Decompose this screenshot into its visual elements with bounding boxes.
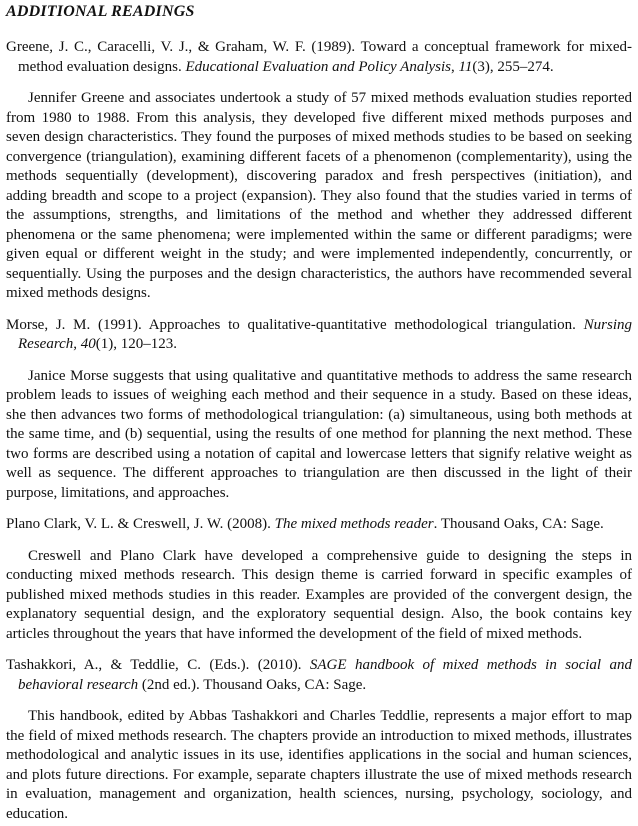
citation-sep: ,	[451, 58, 459, 75]
annotation: This handbook, edited by Abbas Tashakkori and Charles Teddlie, represents a major effort to map the field of mixed methods research. The chapters provide an introduction to mixed methods, illustrates methodological and analytic issues in its use, identifies applications in the social and human sciences, and plots future directions. For example, separate chapters illustrate the use of mixed methods research in evaluation, management and organization, health sciences, nursing, psychology, sociology, and education.	[6, 708, 632, 822]
reading-entry-plano-clark	[6, 515, 632, 644]
citation	[6, 316, 632, 355]
citation	[6, 515, 632, 535]
citation-text: Plano Clark, V. L. & Creswell, J. W. (2008).	[6, 516, 275, 532]
citation	[6, 656, 632, 695]
reading-entry-greene	[6, 38, 632, 304]
citation-text: Morse, J. M. (1991). Approaches to qualitative-quantitative methodological triangulation.	[6, 316, 584, 333]
citation-book-title: The mixed methods reader	[274, 516, 434, 532]
citation	[6, 38, 632, 77]
citation-publisher: . Thousand Oaks, CA: Sage.	[433, 516, 604, 532]
reading-entry-tashakkori	[6, 656, 632, 824]
citation-publisher: (2nd ed.). Thousand Oaks, CA: Sage.	[138, 676, 367, 693]
citation-volume: 11	[458, 58, 473, 75]
citation-journal: Educational Evaluation and Policy Analysis	[185, 58, 451, 75]
citation-book-title: SAGE handbook of mixed methods in social and behavioral research	[18, 657, 632, 693]
citation-text: Tashakkori, A., & Teddlie, C. (Eds.). (2010).	[6, 657, 310, 673]
citation-volume: 40	[80, 336, 96, 352]
citation-pages: (1), 120–123.	[95, 336, 178, 352]
citation-journal: Nursing Research	[18, 316, 632, 352]
reading-entry-morse	[6, 316, 632, 504]
citation-text: Greene, J. C., Caracelli, V. J., & Graham, W. F. (1989). Toward a conceptual framework for mixed-method evaluation designs.	[6, 39, 632, 75]
annotation: Janice Morse suggests that using qualitative and quantitative methods to address the same research problem leads to issues of weighing each method and their sequence in a study. Based on these ideas, she then advances two forms of methodological triangulation: (a) simultaneous, using both methods at the same time, and (b) sequential, using the results of one method for planning the next method. These two forms are described using a notation of capital and lowercase letters that signify relative weight as well as sequence. The different approaches to triangulation are then discussed in the light of their purpose, limitations, and approaches.	[6, 367, 632, 501]
section-heading: ADDITIONAL READINGS	[6, 3, 195, 20]
citation-sep: ,	[73, 336, 81, 352]
annotation: Creswell and Plano Clark have developed a comprehensive guide to designing the steps in conducting mixed methods research. This design theme is carried forward in specific examples of published mixed methods studies in this reader. Examples are provided of the convergent design, the explanatory sequential design, and the exploratory sequential design. Also, the book contains key articles throughout the years that have informed the development of the field of mixed methods.	[6, 547, 632, 642]
annotation: Jennifer Greene and associates undertook a study of 57 mixed methods evaluation studies reported from 1980 to 1988. From this analysis, they developed five different mixed methods purposes and seven design characteristics. They found the purposes of mixed methods studies to be based on seeking convergence (triangulation), examining different facets of a phenomenon (complementarity), using the methods sequentially (development), discovering paradox and fresh perspectives (initiation), and adding breadth and scope to a project (expansion). They also found that the studies varied in terms of the assumptions, strengths, and limitations of the method and whether they addressed different phenomena or the same phenomena; were implemented within the same or different paradigms; were given equal or different weight in the study; and were implemented independently, concurrently, or sequentially. Using the purposes and the design characteristics, the authors have recommended several mixed methods designs.	[6, 90, 632, 301]
citation-pages: (3), 255–274.	[472, 58, 554, 75]
